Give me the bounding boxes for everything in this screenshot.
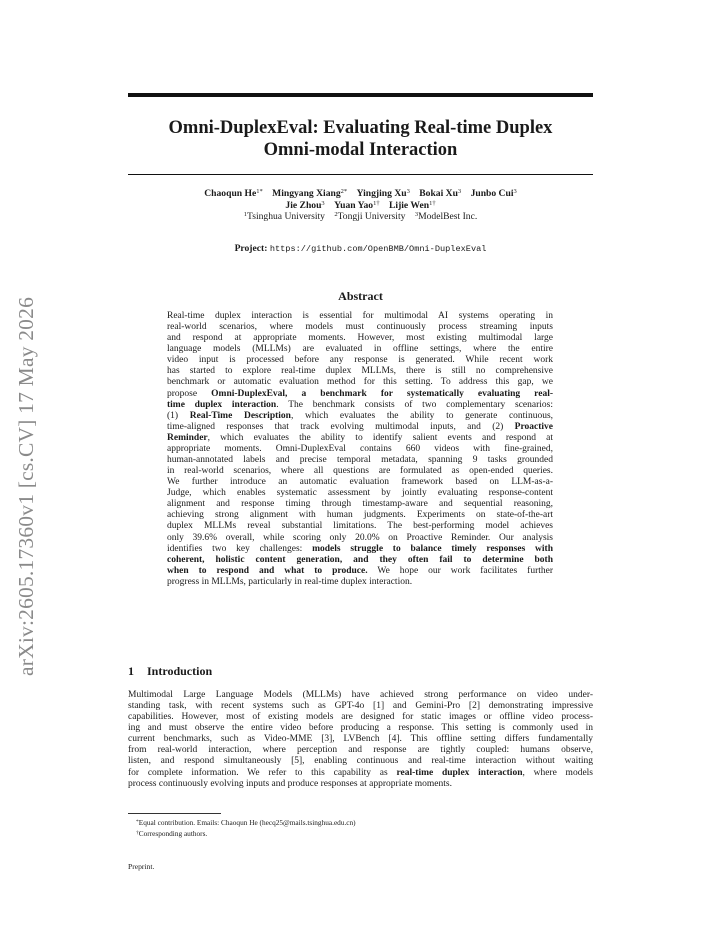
abstract-line: has started to explore real-time duplex MLLMs, there is still no comprehensive	[167, 366, 553, 377]
abstract-line: progress in MLLMs, particularly in real-time duplex interaction.	[167, 576, 413, 587]
abstract-line: propose Omni-DuplexEval, a benchmark for systematically evaluating real-	[167, 388, 554, 399]
affiliation-line	[128, 211, 593, 223]
bold-phrase: when to respond and what to produce.	[167, 565, 368, 576]
bold-phrase: coherent, holistic content generation, and they often fail to determine both	[167, 554, 553, 565]
bold-phrase: Proactive	[514, 421, 553, 432]
bold-phrase: Real-Time Description	[189, 410, 291, 421]
affiliation: $^2$Tongji University	[334, 211, 406, 223]
abstract-line: achieving strong alignment with human judgments. Experiments on state-of-the-art	[167, 510, 553, 521]
bold-phrase: Omni-DuplexEval, a benchmark for systematically evaluating real-	[211, 388, 554, 399]
title-bottom-rule	[128, 174, 593, 175]
footnote-rule	[128, 813, 221, 814]
intro-line: ing and must observe the entire video before producing a response. This setting is commonly used in	[128, 723, 593, 734]
abstract-line: and respond at appropriate moments. However, most existing multimodal large	[167, 333, 553, 344]
abstract-line: duplex MLLMs reveal substantial limitations. The best-performing model achieves	[167, 521, 553, 532]
project-url-link[interactable]: https://github.com/OpenBMB/Omni-DuplexEval	[269, 244, 487, 254]
project-label: Project:	[234, 243, 268, 254]
section-title: Introduction	[147, 664, 213, 678]
abstract-line: Reminder, which evaluates the ability to identify salient events and respond at	[167, 432, 553, 443]
abstract-line: in real-world scenarios, where all questions are formulated as open-ended queries.	[167, 466, 553, 477]
footnotes	[136, 817, 356, 839]
abstract-line: when to respond and what to produce. We hope our work facilitates further	[167, 565, 553, 576]
abstract-line: only 39.6% overall, while scoring only 20.0% on Proactive Reminder. Our analysis	[167, 532, 553, 543]
bold-phrase: models struggle to balance timely responses with	[312, 543, 553, 554]
abstract-line: identifies two key challenges: models struggle to balance timely responses with	[167, 543, 553, 554]
intro-line: standing task, with recent systems such as GPT-4o [1] and Gemini-Pro [2] demonstrating impressive	[128, 701, 593, 712]
intro-line: process continuously evolving inputs and produce responses at appropriate moments.	[128, 778, 452, 789]
abstract-line: We further introduce an automatic evaluation framework based on LLM-as-a-	[167, 477, 553, 488]
project-line	[128, 243, 593, 254]
author: Jie Zhou$^3$	[285, 199, 325, 211]
intro-line: listen, and respond simultaneously [5], enabling continuous and real-time interaction without waiting	[128, 756, 593, 767]
abstract-line: Real-time duplex interaction is essential for multimodal AI systems operating in	[167, 311, 553, 321]
abstract-line: appropriate moments. Omni-DuplexEval contains 660 videos with fine-grained,	[167, 443, 553, 454]
footnote-corresponding: †Corresponding authors.	[136, 829, 208, 838]
author: Junbo Cui$^3$	[470, 188, 517, 199]
abstract-line: Judge, which enables systematic assessment by jointly evaluating response-content	[167, 488, 553, 499]
author: Mingyang Xiang$^{2*}$	[272, 188, 348, 199]
intro-line: for complete information. We refer to this capability as real-time duplex interaction, where models	[128, 767, 593, 778]
title-line-1: Omni-DuplexEval: Evaluating Real-time Duplex	[168, 118, 553, 138]
abstract-line: (1) Real-Time Description, which evaluates the ability to generate continuous,	[167, 410, 554, 421]
section-number: 1	[128, 664, 134, 678]
intro-line: current benchmarks, such as Video-MME [3], LVBench [4]. This offline setting differs fundamentally	[128, 734, 593, 745]
title-top-rule	[128, 93, 593, 97]
intro-line: capabilities. However, most of existing models are designed for static images or offline video process-	[128, 712, 593, 723]
introduction-body	[128, 690, 593, 790]
arxiv-identifier[interactable]: arXiv:2605.17360v1 [cs.CV] 17 May 2026	[14, 296, 38, 676]
intro-line: from real-world interaction, where perception and response are tightly coupled: humans observe,	[128, 745, 593, 756]
preprint-label: Preprint.	[128, 862, 155, 871]
author-block	[128, 188, 593, 223]
intro-line: Multimodal Large Language Models (MLLMs) have achieved strong performance on video under-	[128, 690, 593, 700]
bold-phrase: Reminder	[167, 432, 208, 443]
bold-phrase: time duplex interaction	[167, 399, 277, 410]
title-line-2: Omni-modal Interaction	[263, 140, 458, 160]
author: Chaoqun $He^{1*}$	[204, 188, 263, 199]
author-line-2	[128, 200, 593, 212]
affiliation: $^3$ModelBest Inc.	[414, 211, 478, 223]
author: Lijie Wen$^{1\dagger}$	[389, 199, 436, 211]
abstract-body	[167, 311, 553, 588]
abstract-line: time-aligned responses that track evolving multimodal inputs, and (2) Proactive	[167, 421, 553, 432]
author: Yuan Yao$^{1\dagger}$	[334, 199, 380, 211]
abstract-line: human-annotated labels and precise temporal metadata, spanning 9 tasks grounded	[167, 455, 553, 466]
abstract-line: real-world scenarios, where models must continuously process streaming inputs	[167, 322, 553, 333]
section-heading-introduction	[128, 664, 212, 679]
abstract-line: benchmark or automatic evaluation method for this setting. To address this gap, we	[167, 377, 553, 388]
author: Yingjing Xu$^3$	[356, 188, 410, 199]
author-line-1	[128, 188, 593, 200]
affiliation: $^1$Tsinghua University	[243, 211, 325, 223]
abstract-line: alignment and response timing through timestamp-aware and sequential reasoning,	[167, 499, 553, 510]
author: Bokai Xu$^3$	[419, 188, 462, 199]
abstract-line: language models (MLLMs) are evaluated in offline settings, where the entire	[167, 344, 553, 355]
abstract-line: time duplex interaction. The benchmark consists of two complementary scenarios:	[167, 399, 554, 410]
abstract-heading: Abstract	[338, 289, 383, 303]
footnote-equal-contribution: *Equal contribution. Emails: Chaoqun He (hecq25@mails.tsinghua.edu.cn)	[136, 818, 356, 827]
abstract-line	[167, 555, 553, 566]
paper-title	[128, 117, 593, 161]
bold-phrase: real-time duplex interaction	[396, 767, 523, 778]
abstract-line: video input is processed before any response is generated. While recent work	[167, 355, 553, 366]
